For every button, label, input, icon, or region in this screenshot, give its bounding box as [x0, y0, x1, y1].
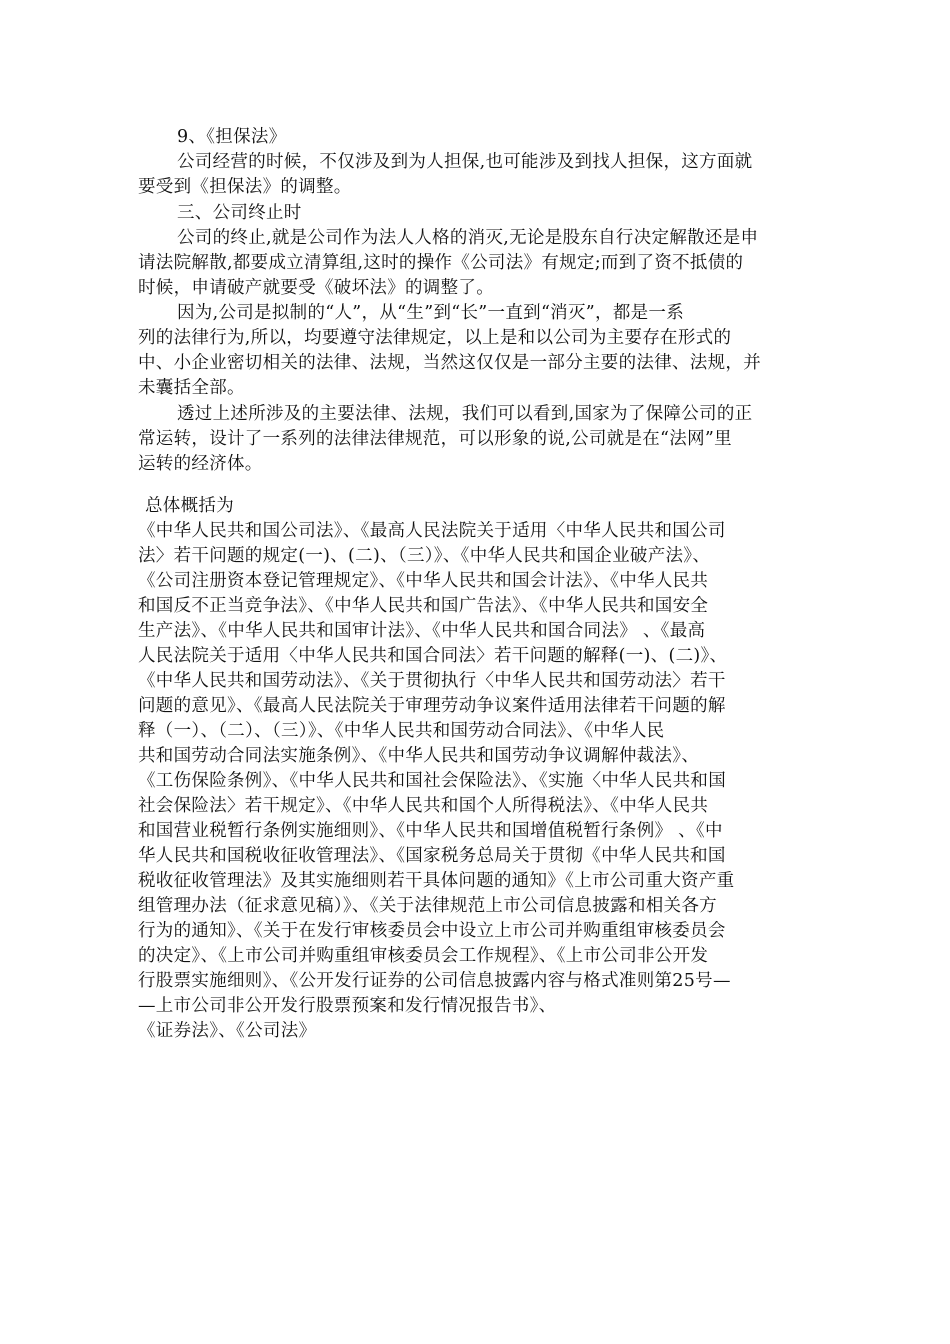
law-list-line: 问题的意见》、《最高人民法院关于审理劳动争议案件适用法律若干问题的解 — [138, 696, 726, 716]
law-list-line: 法〉若干问题的规定(一)、(二)、（三）》、《中华人民共和国企业破产法》、 — [138, 546, 711, 566]
paragraph-line: 因为,公司是拟制的“人”，从“生”到“长”一直到“消灭”，都是一系 — [177, 303, 685, 323]
summary-heading: 总体概括为 — [145, 496, 234, 516]
law-list-line: 和国营业税暂行条例实施细则》、《中华人民共和国增值税暂行条例》 、《中 — [138, 821, 723, 841]
paragraph-line: 运转的经济体。 — [138, 454, 263, 474]
law-list-line: 《工伤保险条例》、《中华人民共和国社会保险法》、《实施〈中华人民共和国 — [138, 771, 726, 791]
law-list-line: 《证券法》、《公司法》 — [138, 1021, 317, 1041]
law-list-line: —上市公司非公开发行股票预案和发行情况报告书》、 — [138, 996, 557, 1016]
paragraph-line: 公司经营的时候，不仅涉及到为人担保,也可能涉及到找人担保，这方面就 — [177, 152, 753, 172]
law-list-line: 共和国劳动合同法实施条例》、《中华人民共和国劳动争议调解仲裁法》、 — [138, 746, 700, 766]
paragraph-line: 常运转，设计了一系列的法律法律规范，可以形象的说,公司就是在“法网”里 — [138, 429, 732, 449]
law-list-line: 和国反不正当竞争法》、《中华人民共和国广告法》、《中华人民共和国安全 — [138, 596, 709, 616]
paragraph-line: 列的法律行为,所以，均要遵守法律规定，以上是和以公司为主要存在形式的 — [138, 328, 732, 348]
law-list-line: 《中华人民共和国公司法》、《最高人民法院关于适用〈中华人民共和国公司 — [138, 521, 726, 541]
heading-guarantee-law: 9、《担保法》 — [177, 127, 287, 147]
law-list-line: 生产法》、《中华人民共和国审计法》、《中华人民共和国合同法》 、《最高 — [138, 621, 706, 641]
law-list-line: 税收征收管理法》及其实施细则若干具体问题的通知》《上市公司重大资产重 — [138, 871, 735, 891]
paragraph-line: 请法院解散,都要成立清算组,这时的操作《公司法》有规定;而到了资不抵债的 — [138, 253, 744, 273]
law-list-line: 释（一）、（二）、（三）》、《中华人民共和国劳动合同法》、《中华人民 — [138, 721, 665, 741]
law-list-line: 《中华人民共和国劳动法》、《关于贯彻执行〈中华人民共和国劳动法〉若干 — [138, 671, 726, 691]
paragraph-line: 透过上述所涉及的主要法律、法规，我们可以看到,国家为了保障公司的正 — [177, 404, 753, 424]
paragraph-line: 时候，申请破产就要受《破坏法》的调整了。 — [138, 278, 494, 298]
law-list-line: 行为的通知》、《关于在发行审核委员会中设立上市公司并购重组审核委员会 — [138, 921, 726, 941]
law-list-line: 华人民共和国税收征收管理法》、《国家税务总局关于贯彻《中华人民共和国 — [138, 846, 726, 866]
law-list-line: 的决定》、《上市公司并购重组审核委员会工作规程》、《上市公司非公开发 — [138, 946, 709, 966]
law-list-line: 《公司注册资本登记管理规定》、《中华人民共和国会计法》、《中华人民共 — [138, 571, 709, 591]
paragraph-line: 中、小企业密切相关的法律、法规，当然这仅仅是一部分主要的法律、法规，并 — [138, 353, 761, 373]
law-list-line: 人民法院关于适用〈中华人民共和国合同法〉若干问题的解释(一)、(二)》、 — [138, 646, 728, 666]
paragraph-line: 要受到《担保法》的调整。 — [138, 177, 352, 197]
law-list-line: 组管理办法（征求意见稿）》、《关于法律规范上市公司信息披露和相关各方 — [138, 896, 717, 916]
paragraph-line: 公司的终止,就是公司作为法人人格的消灭,无论是股东自行决定解散还是申 — [177, 228, 759, 248]
paragraph-line: 未囊括全部。 — [138, 378, 245, 398]
law-list-line: 社会保险法〉若干规定》、《中华人民共和国个人所得税法》、《中华人民共 — [138, 796, 709, 816]
heading-company-termination: 三、公司终止时 — [177, 203, 302, 223]
law-list-line: 行股票实施细则》、《公开发行证券的公司信息披露内容与格式准则第25号— — [138, 971, 731, 991]
